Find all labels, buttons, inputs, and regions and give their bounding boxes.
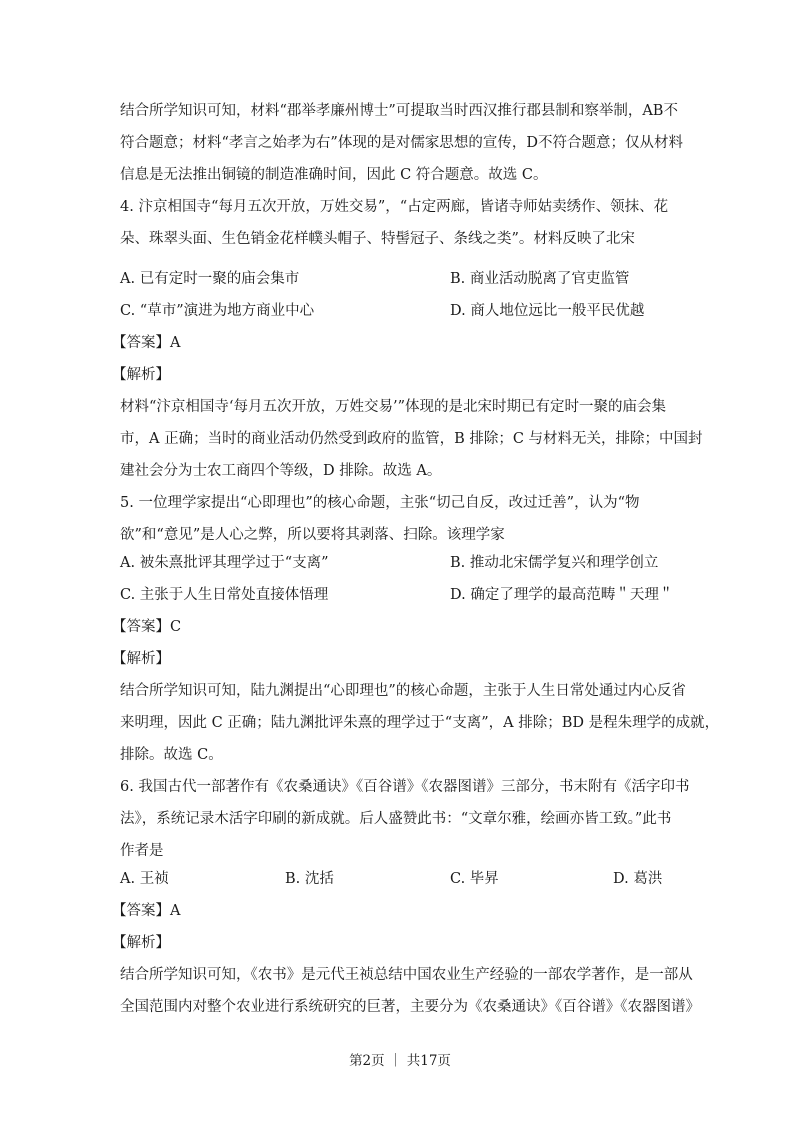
question-5-option-c: C. 主张于人生日常处直接体悟理 <box>120 587 329 603</box>
question-5-option-b: B. 推动北宋儒学复兴和理学创立 <box>450 555 659 571</box>
question-4-analysis-label: 【解析】 <box>112 367 170 383</box>
page-footer: 第2页 ｜ 共17页 <box>349 1053 451 1069</box>
question-5-stem: 欲”和“意见”是人心之弊，所以要将其剥落、扫除。该理学家 <box>120 527 505 543</box>
question-4-stem: 朵、珠翠头面、生色销金花样幞头帽子、特髻冠子、条线之类”。材料反映了北宋 <box>120 231 635 247</box>
question-6-option-c: C. 毕昇 <box>450 871 499 887</box>
question-6-stem: 6. 我国古代一部著作有《农桑通诀》《百谷谱》《农器图谱》三部分，书末附有《活字印书 <box>120 779 690 795</box>
question-6-stem: 法》，系统记录木活字印刷的新成就。后人盛赞此书：“文章尔雅，绘画亦皆工致。”此书 <box>120 811 672 827</box>
question-5-analysis-label: 【解析】 <box>112 651 170 667</box>
question-6-analysis-label: 【解析】 <box>112 935 170 951</box>
question-5-option-a: A. 被朱熹批评其理学过于“支离” <box>120 555 329 571</box>
question-4-option-b: B. 商业活动脱离了官吏监管 <box>450 271 630 287</box>
question-4-analysis: 材料“汴京相国寺‘每月五次开放，万姓交易’”体现的是北宋时期已有定时一聚的庙会集 <box>120 399 667 415</box>
question-6-stem: 作者是 <box>120 843 164 859</box>
question-5-analysis: 来明理，因此 C 正确；陆九渊批评朱熹的理学过于“支离”，A 排除；BD 是程朱理学的成就， <box>120 715 720 731</box>
question-6-option-a: A. 王祯 <box>120 871 169 887</box>
question-4-stem: 4. 汴京相国寺“每月五次开放，万姓交易”，“占定两廊，皆诸寺师姑卖绣作、领抹、花 <box>120 199 669 215</box>
question-4-option-c: C. “草市”演进为地方商业中心 <box>120 303 315 319</box>
question-4-analysis: 建社会分为士农工商四个等级，D 排除。故选 A。 <box>120 463 442 479</box>
question-4-option-d: D. 商人地位远比一般平民优越 <box>450 303 645 319</box>
question-6-analysis: 全国范围内对整个农业进行系统研究的巨著，主要分为《农桑通诀》《百谷谱》《农器图谱》 <box>120 999 700 1015</box>
question-6-analysis: 结合所学知识可知，《农书》是元代王祯总结中国农业生产经验的一部农学著作，是一部从 <box>120 967 693 983</box>
question-5-option-d: D. 确定了理学的最高范畴＂天理＂ <box>450 587 674 603</box>
analysis-line: 符合题意；材料“孝言之始孝为右”体现的是对儒家思想的宣传，D不符合题意；仅从材料 <box>120 135 683 151</box>
question-4-option-a: A. 已有定时一聚的庙会集市 <box>120 271 300 287</box>
question-5-stem: 5. 一位理学家提出“心即理也”的核心命题，主张“切己自反，改过迁善”，认为“物 <box>120 495 640 511</box>
question-5-analysis: 结合所学知识可知，陆九渊提出“心即理也”的核心命题，主张于人生日常处通过内心反省 <box>120 683 686 699</box>
analysis-line: 信息是无法推出铜镜的制造准确时间，因此 C 符合题意。故选 C。 <box>120 167 548 183</box>
question-4-answer: 【答案】A <box>112 335 181 351</box>
question-4-analysis: 市，A 正确；当时的商业活动仍然受到政府的监管，B 排除；C 与材料无关，排除；中国封 <box>120 431 703 447</box>
analysis-line: 结合所学知识可知，材料“郡举孝廉州博士”可提取当时西汉推行郡县制和察举制，AB不 <box>120 103 678 119</box>
question-5-analysis: 排除。故选 C。 <box>120 747 223 763</box>
question-5-answer: 【答案】C <box>112 619 182 635</box>
question-6-answer: 【答案】A <box>112 903 181 919</box>
question-6-option-d: D. 葛洪 <box>613 871 663 887</box>
question-6-option-b: B. 沈括 <box>285 871 334 887</box>
